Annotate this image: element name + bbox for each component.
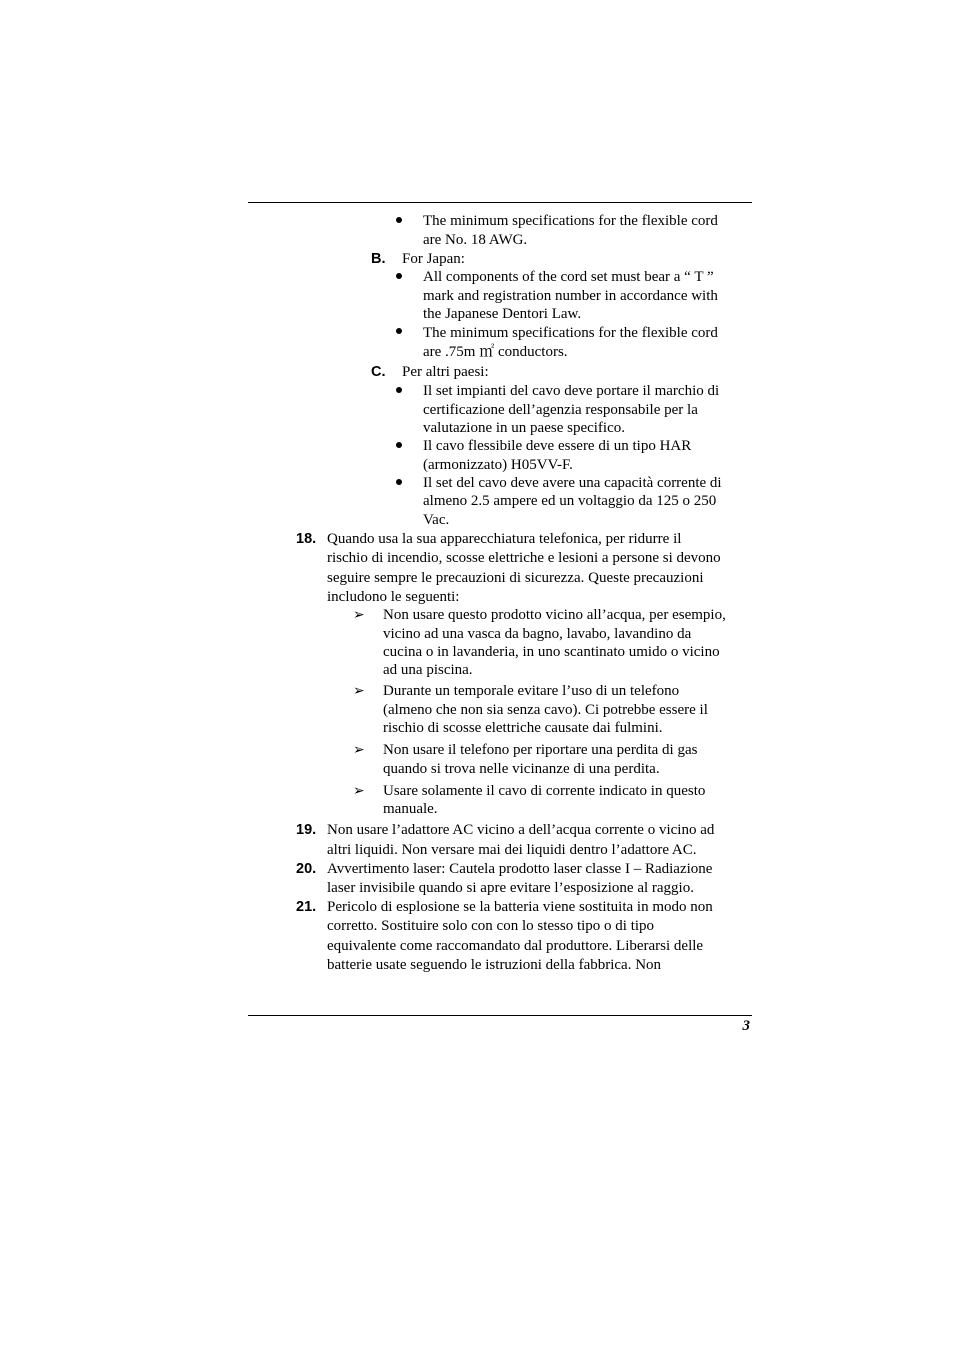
bullet-icon (396, 273, 402, 279)
text-line: valutazione in un paese specifico. (423, 420, 626, 436)
item-number: 21. (296, 899, 317, 915)
text-line: cucina o in lavanderia, in uno scantinato umido o vicino (383, 644, 720, 660)
text-line: Usare solamente il cavo di corrente indicato in questo (383, 783, 706, 799)
text-line: laser invisibile quando si apre evitare l’esposizione al raggio. (327, 880, 694, 896)
text-line: includono le seguenti: (327, 589, 460, 605)
text-line: Il cavo flessibile deve essere di un tipo HAR (423, 438, 692, 454)
footer-rule (248, 1015, 752, 1016)
section-label: Per altri paesi: (402, 364, 489, 380)
text-line: Quando usa la sua apparecchiatura telefonica, per ridurre il (327, 531, 682, 547)
text-line: All components of the cord set must bear a “ T ” (423, 269, 714, 285)
text-line: Non usare l’adattore AC vicino a dell’acqua corrente o vicino ad (327, 822, 715, 838)
bullet-icon (396, 479, 402, 485)
text-line: Il set del cavo deve avere una capacità corrente di (423, 475, 722, 491)
text-line: rischio di scosse elettriche causate dai fulmini. (383, 720, 663, 736)
bullet-icon (396, 217, 402, 223)
section-letter: B. (371, 251, 386, 267)
text-line: certificazione dell’agenzia responsabile per la (423, 402, 698, 418)
page-number: 3 (742, 1018, 750, 1034)
text-line: almeno 2.5 ampere ed un voltaggio da 125 o 250 (423, 493, 717, 509)
bullet-icon (396, 442, 402, 448)
text-line: Durante un temporale evitare l’uso di un telefono (383, 683, 680, 699)
arrow-bullet-icon: ➢ (353, 783, 365, 799)
bullet-icon (396, 387, 402, 393)
text-line: are No. 18 AWG. (423, 232, 528, 248)
text-line: Non usare il telefono per riportare una perdita di gas (383, 742, 698, 758)
arrow-bullet-icon: ➢ (353, 683, 365, 699)
header-rule (248, 202, 752, 203)
text-line: Il set impianti del cavo deve portare il marchio di (423, 383, 720, 399)
text-line: seguire sempre le precauzioni di sicurezza. Queste precauzioni (327, 570, 704, 586)
text-line: altri liquidi. Non versare mai dei liquidi dentro l’adattore AC. (327, 842, 697, 858)
bullet-icon (396, 328, 402, 334)
text-line: the Japanese Dentori Law. (423, 306, 582, 322)
text-line: The minimum specifications for the flexible cord (423, 213, 718, 229)
text-line: vicino ad una vasca da bagno, lavabo, lavandino da (383, 626, 692, 642)
text-line: (almeno che non sia senza cavo). Ci potrebbe essere il (383, 702, 708, 718)
arrow-bullet-icon: ➢ (353, 742, 365, 758)
text-line: Avvertimento laser: Cautela prodotto laser classe I – Radiazione (327, 861, 713, 877)
text-line: Pericolo di esplosione se la batteria viene sostituita in modo non (327, 899, 713, 915)
text-line: (armonizzato) H05VV-F. (423, 457, 573, 473)
section-label: For Japan: (402, 251, 465, 267)
text-line: Vac. (423, 512, 450, 528)
text-line: quando si trova nelle vicinanze di una perdita. (383, 761, 660, 777)
text-line: batterie usate seguendo le istruzioni della fabbrica. Non (327, 957, 662, 973)
text-line: rischio di incendio, scosse elettriche e lesioni a persone si devono (327, 550, 721, 566)
text-line: corretto. Sostituire solo con con lo stesso tipo o di tipo (327, 918, 655, 934)
text-line: Non usare questo prodotto vicino all’acqua, per esempio, (383, 607, 726, 623)
text-line: mark and registration number in accordance with (423, 288, 718, 304)
section-letter: C. (371, 364, 386, 380)
arrow-bullet-icon: ➢ (353, 607, 365, 623)
text-line: manuale. (383, 801, 438, 817)
text-line: are .75m ㎡ conductors. (423, 344, 568, 360)
item-number: 20. (296, 861, 317, 877)
text-line: ad una piscina. (383, 662, 473, 678)
item-number: 19. (296, 822, 317, 838)
text-line: The minimum specifications for the flexible cord (423, 325, 718, 341)
item-number: 18. (296, 531, 317, 547)
text-line: equivalente come raccomandato dal produttore. Liberarsi delle (327, 938, 704, 954)
